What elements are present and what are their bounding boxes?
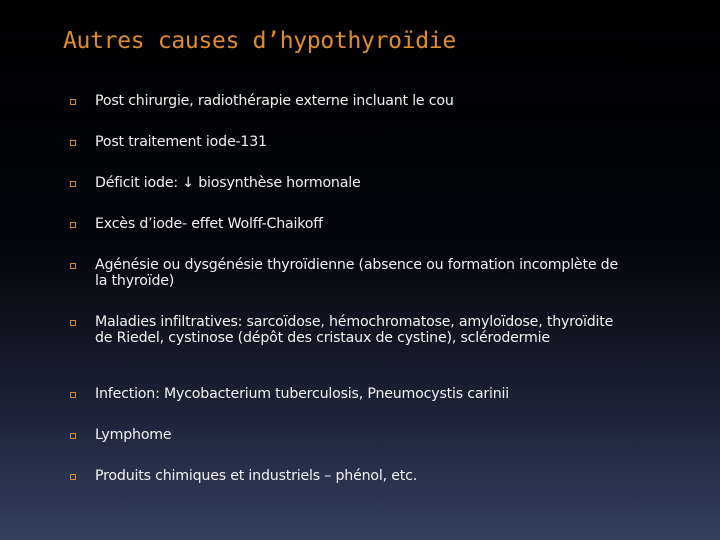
bullet-text: Maladies infiltratives: sarcoïdose, hémochromatose, amyloïdose, thyroïdite de Riedel, cystinose (dépôt des cristaux de cystine), sclérodermie xyxy=(95,314,614,346)
bullet-text: Produits chimiques et industriels – phénol, etc. xyxy=(95,468,418,484)
square-bullet-icon xyxy=(70,140,76,146)
square-bullet-icon xyxy=(70,474,76,480)
square-bullet-icon xyxy=(70,392,76,398)
square-bullet-icon xyxy=(70,181,76,187)
square-bullet-icon xyxy=(70,263,76,269)
square-bullet-icon xyxy=(70,99,76,105)
bullet-text: Déficit iode: ↓ biosynthèse hormonale xyxy=(95,175,361,191)
slide-title: Autres causes d’hypothyroïdie xyxy=(63,28,456,54)
bullet-text: Agénésie ou dysgénésie thyroïdienne (absence ou formation incomplète de la thyroïde) xyxy=(95,257,618,289)
bullet-text: Lymphome xyxy=(95,427,172,443)
bullet-text: Post traitement iode-131 xyxy=(95,134,267,150)
square-bullet-icon xyxy=(70,433,76,439)
bullet-text: Excès d’iode- effet Wolff-Chaikoff xyxy=(95,216,323,232)
square-bullet-icon xyxy=(70,320,76,326)
square-bullet-icon xyxy=(70,222,76,228)
bullet-text: Infection: Mycobacterium tuberculosis, Pneumocystis carinii xyxy=(95,386,509,402)
bullet-text: Post chirurgie, radiothérapie externe incluant le cou xyxy=(95,93,454,109)
